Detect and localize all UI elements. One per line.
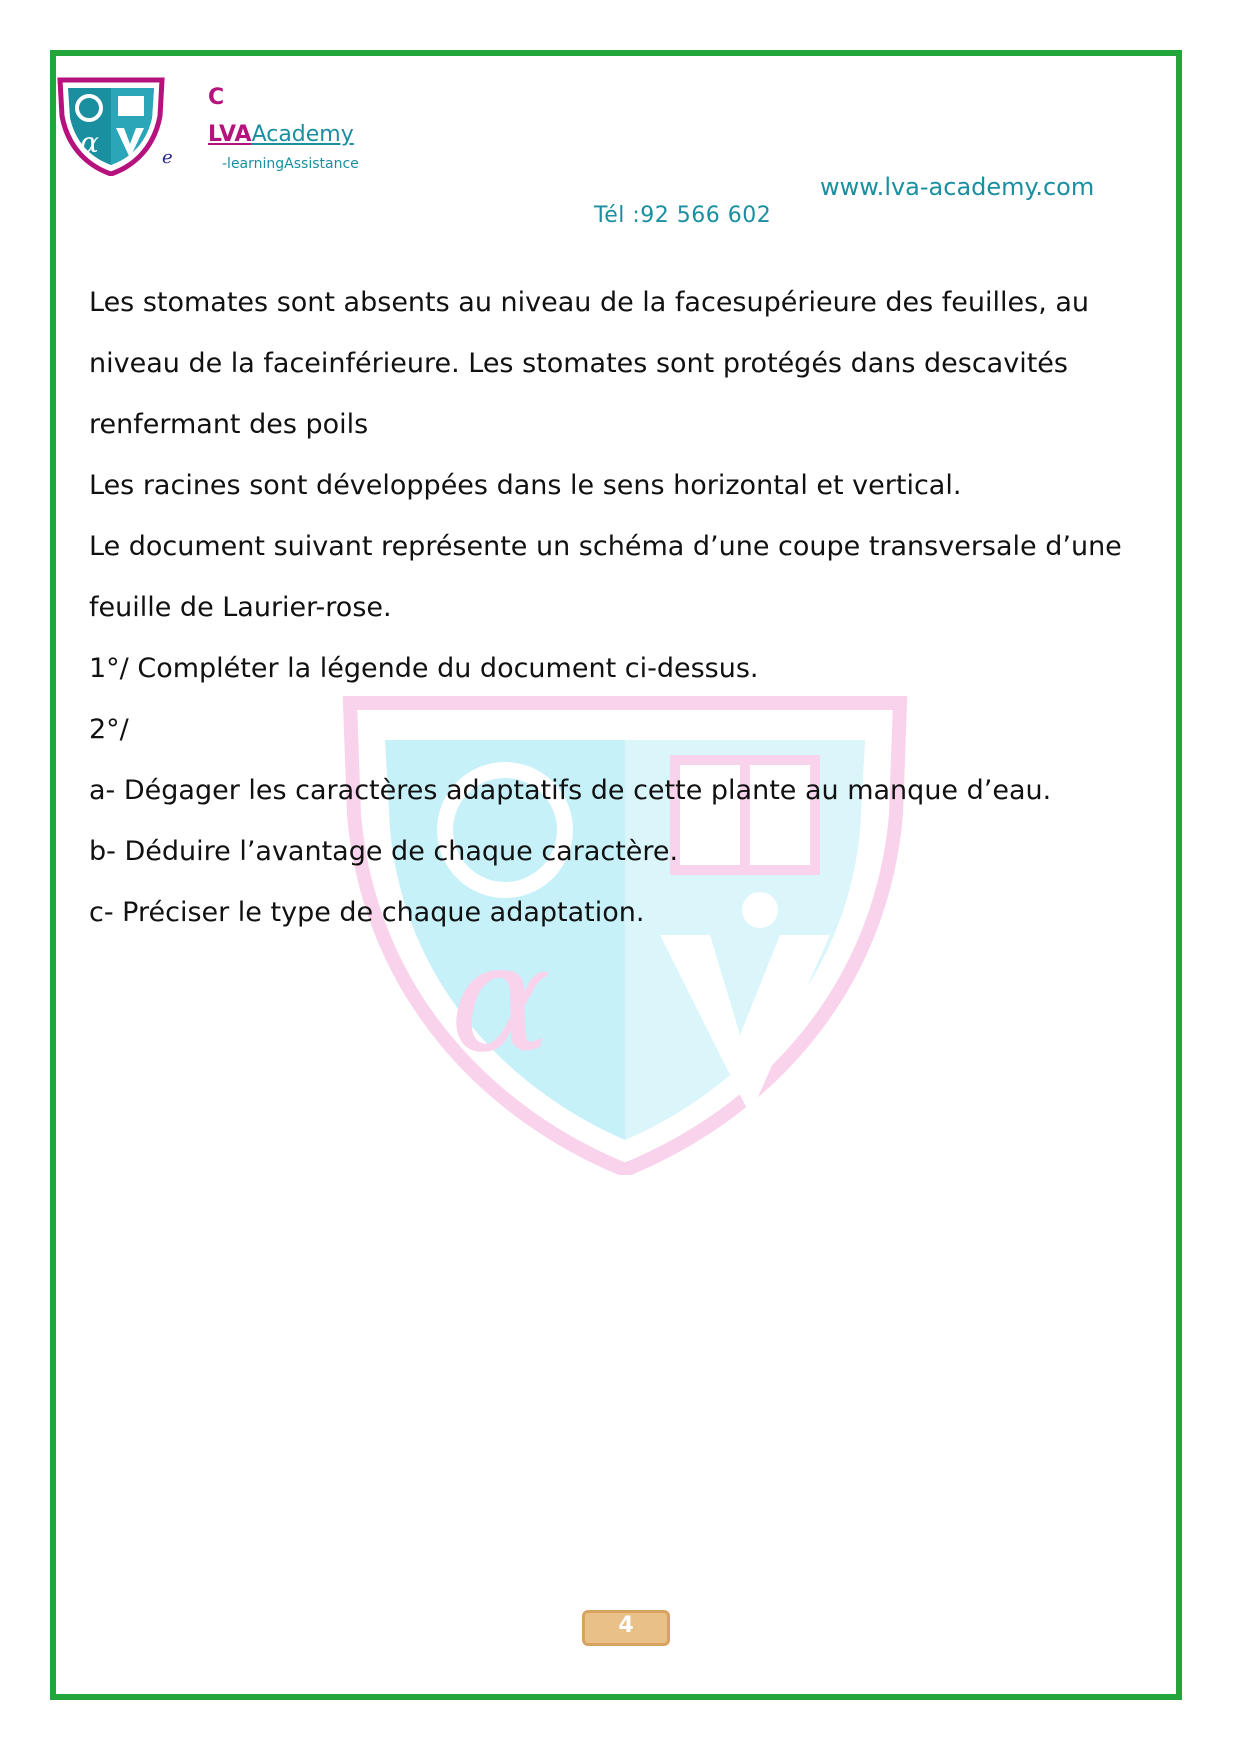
svg-text:α: α [450, 912, 552, 1086]
brand-letter-c: C [208, 85, 225, 110]
text-line: renfermant des poils [89, 409, 369, 440]
question-2c: c- Préciser le type de chaque adaptation. [89, 897, 645, 928]
question-1: 1°/ Compléter la légende du document ci-dessus. [89, 653, 759, 684]
text-line: Les racines sont développées dans le sens horizontal et vertical. [89, 470, 962, 501]
question-2a: a- Dégager les caractères adaptatifs de cette plante au manque d’eau. [89, 775, 1052, 806]
brand-academy: Academy [251, 122, 354, 147]
brand-tagline: -learningAssistance [222, 156, 359, 172]
question-2: 2°/ [89, 714, 129, 745]
brand-name [208, 122, 354, 147]
text-line: Le document suivant représente un schéma d’une coupe transversale d’une [89, 531, 1122, 562]
text-line: feuille de Laurier-rose. [89, 592, 392, 623]
text-line: Les stomates sont absents au niveau de la facesupérieure des feuilles, au [89, 287, 1090, 318]
phone-number: Tél :92 566 602 [594, 203, 772, 228]
brand-letter-e: e [162, 147, 173, 168]
exercise-text [89, 272, 1149, 943]
page-number-badge: 4 [582, 1610, 670, 1646]
question-2b: b- Déduire l’avantage de chaque caractère. [89, 836, 679, 867]
svg-text:α: α [80, 126, 99, 159]
website-link[interactable]: www.lva-academy.com [820, 173, 1095, 201]
lva-academy-logo-icon [56, 76, 166, 176]
brand-lva: LVA [208, 122, 252, 147]
text-line: niveau de la faceinférieure. Les stomates sont protégés dans descavités [89, 348, 1068, 379]
